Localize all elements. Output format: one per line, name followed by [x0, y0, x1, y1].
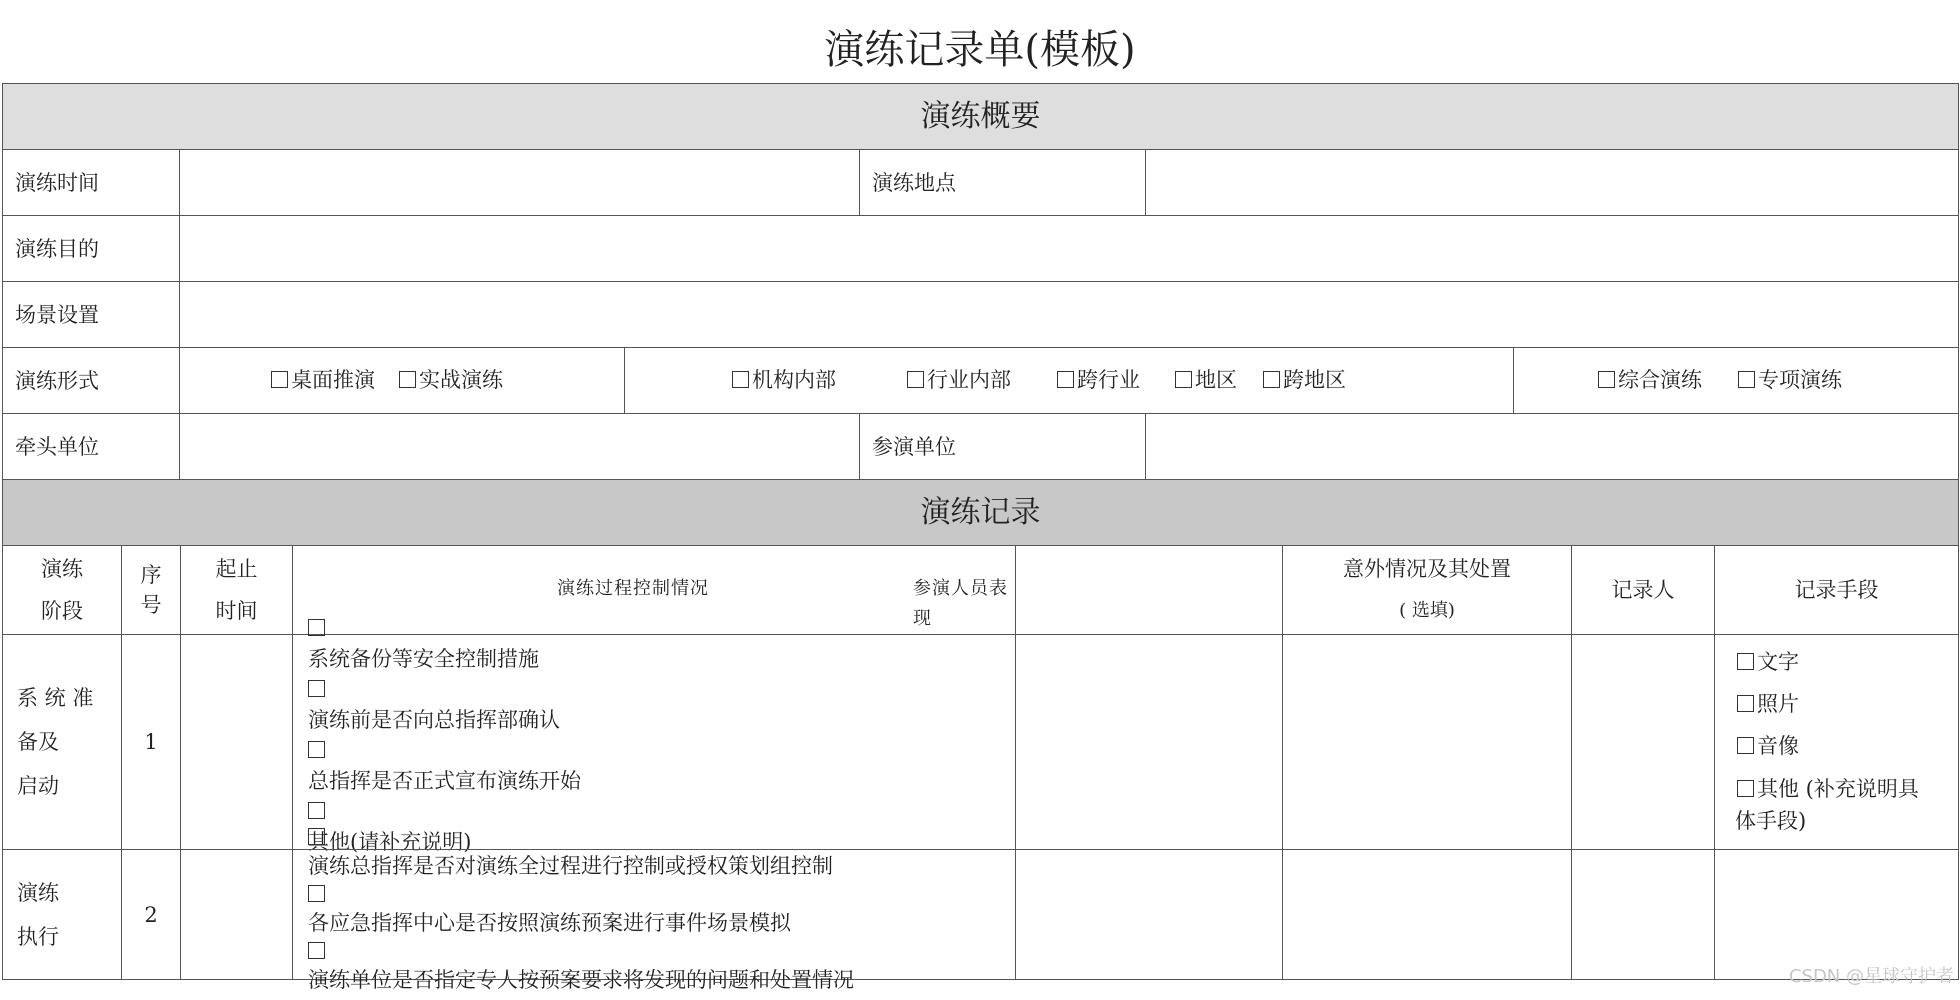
- checkbox-icon[interactable]: [308, 885, 325, 902]
- row1-incident[interactable]: [1282, 634, 1572, 850]
- participant-unit-label: 参演单位: [859, 413, 1146, 480]
- purpose-field[interactable]: [179, 215, 1959, 282]
- col-time: 起止 时间: [180, 545, 293, 635]
- method-text[interactable]: 文字: [1737, 641, 1958, 683]
- drill-record-form: [2, 83, 1959, 992]
- col-incident: 意外情况及其处置 ( 选填): [1282, 545, 1572, 635]
- row1-process-item[interactable]: 系统备份等安全控制措施: [308, 620, 1015, 681]
- scene-label: 场景设置: [2, 281, 180, 348]
- col-stage: 演练 阶段: [2, 545, 122, 635]
- col-process-label: 演练过程控制情况: [557, 578, 709, 599]
- overview-header: 演练概要: [2, 83, 1959, 150]
- watermark: CSDN @星球守护者: [1788, 966, 1954, 987]
- form-label: 演练形式: [2, 347, 180, 414]
- checkbox-icon[interactable]: [271, 371, 288, 388]
- option-desktop[interactable]: 桌面推演: [271, 348, 375, 412]
- time-field[interactable]: [179, 149, 860, 216]
- method-other-cont: 体手段): [1735, 809, 1807, 833]
- col-seq: 序 号: [121, 545, 181, 635]
- checkbox-icon[interactable]: [308, 828, 325, 845]
- location-field[interactable]: [1145, 149, 1959, 216]
- method-audio-video[interactable]: 音像: [1737, 725, 1958, 767]
- checkbox-icon[interactable]: [308, 741, 325, 758]
- row2-recorder[interactable]: [1571, 849, 1715, 980]
- checkbox-icon[interactable]: [1737, 695, 1754, 712]
- form-group-scope: [624, 347, 1514, 414]
- time-label: 演练时间: [2, 149, 180, 216]
- col-recorder: 记录人: [1571, 545, 1715, 635]
- option-industry[interactable]: 行业内部: [907, 348, 1011, 412]
- page-title: 演练记录单(模板): [824, 27, 1136, 73]
- row2-process-item[interactable]: 演练单位是否指定专人按预案要求将发现的问题和处置情况: [308, 943, 1015, 1000]
- row2-methods[interactable]: [1714, 849, 1959, 980]
- col-performance: [1015, 545, 1283, 635]
- row2-stage: 演练 执行: [2, 849, 122, 980]
- col-performance-label: 参演人员表现: [913, 578, 1008, 629]
- option-region[interactable]: 地区: [1175, 348, 1237, 412]
- checkbox-icon[interactable]: [907, 371, 924, 388]
- row2-process-item[interactable]: 演练总指挥是否对演练全过程进行控制或授权策划组控制: [308, 829, 1015, 886]
- row1-methods: [1714, 634, 1959, 850]
- checkbox-icon[interactable]: [308, 680, 325, 697]
- checkbox-icon[interactable]: [1057, 371, 1074, 388]
- checkbox-icon[interactable]: [1737, 737, 1754, 754]
- checkbox-icon[interactable]: [1598, 371, 1615, 388]
- checkbox-icon[interactable]: [1738, 371, 1755, 388]
- row1-process-item[interactable]: 总指挥是否正式宣布演练开始: [308, 742, 1015, 803]
- checkbox-icon[interactable]: [1737, 653, 1754, 670]
- option-special[interactable]: 专项演练: [1738, 348, 1842, 412]
- checkbox-icon[interactable]: [1175, 371, 1192, 388]
- row1-process-item[interactable]: 演练前是否向总指挥部确认: [308, 681, 1015, 742]
- option-cross-industry[interactable]: 跨行业: [1057, 348, 1140, 412]
- row2-seq: 2: [121, 849, 181, 980]
- form-group-kind: [1513, 347, 1959, 414]
- row2-incident[interactable]: [1282, 849, 1572, 980]
- option-live[interactable]: 实战演练: [399, 348, 503, 412]
- row1-time[interactable]: [180, 634, 293, 850]
- record-header: 演练记录: [2, 479, 1959, 546]
- row1-seq: 1: [121, 634, 181, 850]
- checkbox-icon[interactable]: [399, 371, 416, 388]
- checkbox-icon[interactable]: [308, 802, 325, 819]
- row1-recorder[interactable]: [1571, 634, 1715, 850]
- col-method: 记录手段: [1714, 545, 1959, 635]
- checkbox-icon[interactable]: [308, 942, 325, 959]
- method-photo[interactable]: 照片: [1737, 683, 1958, 725]
- checkbox-icon[interactable]: [1263, 371, 1280, 388]
- option-cross-region[interactable]: 跨地区: [1263, 348, 1346, 412]
- lead-unit-field[interactable]: [179, 413, 860, 480]
- purpose-label: 演练目的: [2, 215, 180, 282]
- row2-process: [292, 849, 1016, 992]
- checkbox-icon[interactable]: [308, 619, 325, 636]
- option-comprehensive[interactable]: 综合演练: [1598, 348, 1702, 412]
- row1-performance[interactable]: [1015, 634, 1283, 850]
- row1-process-item[interactable]: 其他(请补充说明): [308, 803, 1015, 864]
- row1-stage: 系 统 准 备及 启动: [2, 634, 122, 850]
- option-internal[interactable]: 机构内部: [732, 348, 836, 412]
- row1-process: [292, 634, 1016, 854]
- row2-process-item[interactable]: 各应急指挥中心是否按照演练预案进行事件场景模拟: [308, 886, 1015, 943]
- method-other[interactable]: 其他 (补充说明具: [1737, 773, 1958, 805]
- lead-unit-label: 牵头单位: [2, 413, 180, 480]
- checkbox-icon[interactable]: [732, 371, 749, 388]
- scene-field[interactable]: [179, 281, 1959, 348]
- participant-unit-field[interactable]: [1145, 413, 1959, 480]
- row2-performance[interactable]: [1015, 849, 1283, 980]
- location-label: 演练地点: [859, 149, 1146, 216]
- form-group-type: [179, 347, 625, 414]
- checkbox-icon[interactable]: [1737, 780, 1754, 797]
- row2-time[interactable]: [180, 849, 293, 980]
